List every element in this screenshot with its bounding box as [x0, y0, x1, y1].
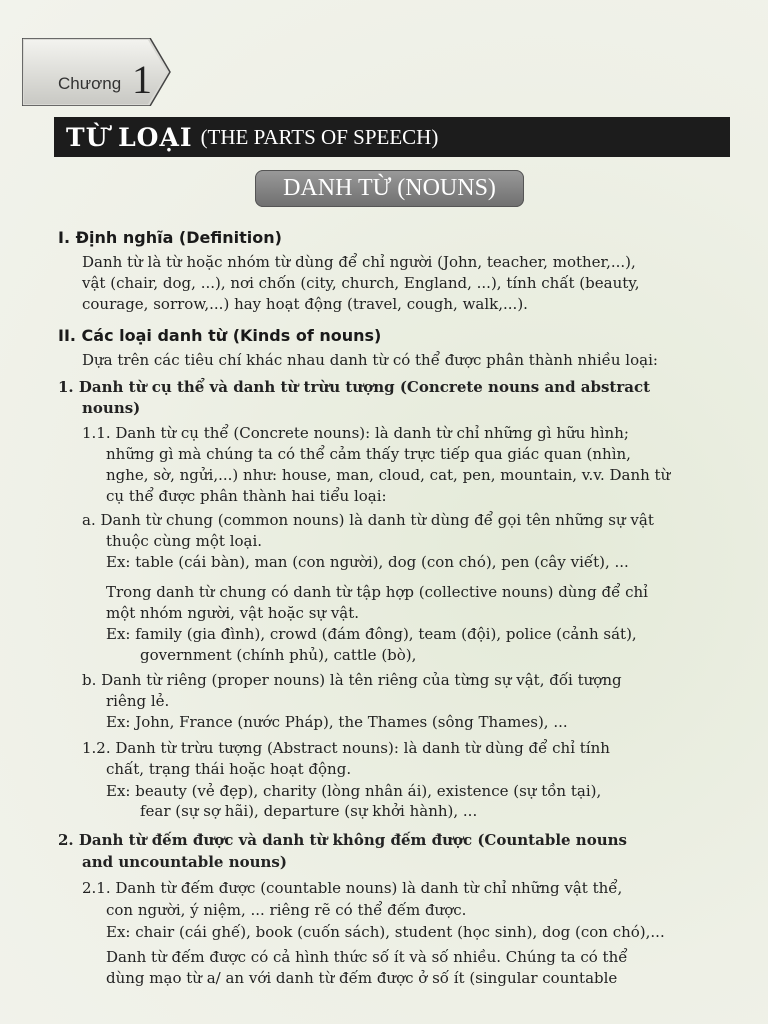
- abstract-line-1: 1.2. Danh từ trừu tượng (Abstract nouns): là danh từ dùng để chỉ tính: [82, 739, 610, 757]
- common-nouns-line-1: a. Danh từ chung (common nouns) là danh từ dùng để gọi tên những sự vật: [82, 511, 654, 529]
- chapter-subtitle: (THE PARTS OF SPEECH): [200, 124, 439, 149]
- definition-line-2: vật (chair, dog, ...), nơi chốn (city, church, England, ...), tính chất (beauty,: [82, 274, 640, 292]
- common-nouns-example: Ex: table (cái bàn), man (con người), dog (con chó), pen (cây viết), ...: [106, 553, 629, 571]
- chapter-title: TỪ LOẠI: [66, 122, 193, 152]
- collective-example-1: Ex: family (gia đình), crowd (đám đông), team (đội), police (cảnh sát),: [106, 625, 637, 643]
- concrete-line-2: những gì mà chúng ta có thể cảm thấy trực tiếp qua giác quan (nhìn,: [106, 445, 631, 463]
- chapter-number: 1: [132, 57, 152, 102]
- countable-line-2: con người, ý niệm, ... riêng rẽ có thể đếm được.: [106, 901, 467, 919]
- collective-example-2: government (chính phủ), cattle (bò),: [140, 646, 417, 664]
- definition-line-3: courage, sorrow,...) hay hoạt động (travel, cough, walk,...).: [82, 295, 528, 313]
- chapter-tab: [22, 38, 172, 106]
- collective-line-2: một nhóm người, vật hoặc sự vật.: [106, 604, 360, 622]
- collective-line-1: Trong danh từ chung có danh từ tập hợp (collective nouns) dùng để chỉ: [106, 583, 648, 601]
- abstract-example-1: Ex: beauty (vẻ đẹp), charity (lòng nhân ái), existence (sự tồn tại),: [106, 782, 602, 800]
- concrete-line-4: cụ thể được phân thành hai tiểu loại:: [106, 487, 387, 505]
- definition-line-1: Danh từ là từ hoặc nhóm từ dùng để chỉ người (John, teacher, mother,...),: [82, 253, 636, 271]
- countable-note-2: dùng mạo từ a/ an với danh từ đếm được ở số ít (singular countable: [106, 969, 618, 987]
- section-label: DANH TỪ (NOUNS): [255, 170, 524, 207]
- item1-heading-line-2: nouns): [82, 399, 141, 417]
- chapter-word: Chương: [58, 74, 122, 93]
- proper-nouns-line-2: riêng lẻ.: [106, 692, 170, 710]
- proper-nouns-example: Ex: John, France (nước Pháp), the Thames (sông Thames), ...: [106, 713, 568, 731]
- heading-definition: I. Định nghĩa (Definition): [58, 228, 282, 247]
- heading-kinds: II. Các loại danh từ (Kinds of nouns): [58, 326, 382, 345]
- concrete-line-3: nghe, sờ, ngửi,...) như: house, man, cloud, cat, pen, mountain, v.v. Danh từ: [106, 466, 671, 484]
- concrete-line-1: 1.1. Danh từ cụ thể (Concrete nouns): là danh từ chỉ những gì hữu hình;: [82, 424, 629, 442]
- countable-example: Ex: chair (cái ghế), book (cuốn sách), student (học sinh), dog (con chó),...: [106, 923, 665, 941]
- abstract-example-2: fear (sự sợ hãi), departure (sự khởi hành), ...: [140, 802, 478, 820]
- chapter-title-bar: [54, 117, 730, 157]
- item1-heading-line-1: 1. Danh từ cụ thể và danh từ trừu tượng (Concrete nouns and abstract: [58, 378, 651, 396]
- item2-heading-line-1: 2. Danh từ đếm được và danh từ không đếm được (Countable nouns: [58, 831, 627, 849]
- countable-note-1: Danh từ đếm được có cả hình thức số ít và số nhiều. Chúng ta có thể: [106, 948, 628, 966]
- kinds-intro: Dựa trên các tiêu chí khác nhau danh từ có thể được phân thành nhiều loại:: [82, 351, 658, 369]
- abstract-line-2: chất, trạng thái hoặc hoạt động.: [106, 760, 352, 778]
- proper-nouns-line-1: b. Danh từ riêng (proper nouns) là tên riêng của từng sự vật, đối tượng: [82, 671, 622, 689]
- countable-line-1: 2.1. Danh từ đếm được (countable nouns) là danh từ chỉ những vật thể,: [82, 879, 623, 897]
- item2-heading-line-2: and uncountable nouns): [82, 853, 287, 871]
- common-nouns-line-2: thuộc cùng một loại.: [106, 532, 263, 550]
